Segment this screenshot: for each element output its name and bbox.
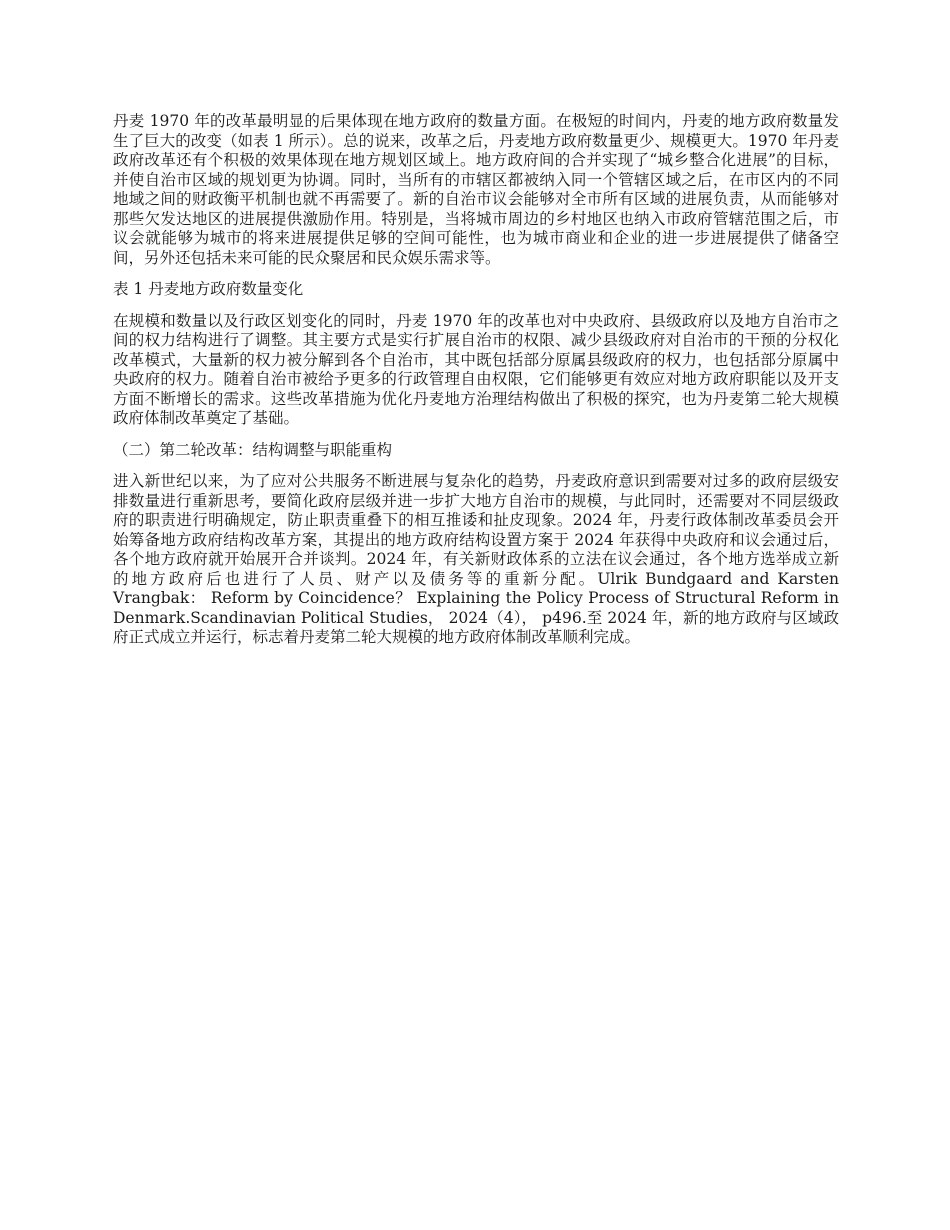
paragraph-1970-reform-outcomes: 丹麦 1970 年的改革最明显的后果体现在地方政府的数量方面。在极短的时间内，丹麦的地方政府数量发生了巨大的改变（如表 1 所示）。总的说来，改革之后，丹麦地方政府数量更少、规模更大。1970 年丹麦政府改革还有个积极的效果体现在地方规划区域上。地方政府间的合并实现了“城乡整合化进展”的目标，并使自治市区域的规划更为协调。同时，当所有的市辖区都被纳入同一个管辖区域之后，在市区内的不同地域之间的财政衡平机制也就不再需要了。新的自治市议会能够对全市所有区域的进展负责，从而能够对那些欠发达地区的进展提供激励作用。特别是，当将城市周边的乡村地区也纳入市政府管辖范围之后，市议会就能够为城市的将来进展提供足够的空间可能性，也为城市商业和企业的进一步进展提供了储备空间，另外还包括未来可能的民众聚居和民众娱乐需求等。 — [113, 112, 839, 267]
table-caption: 表 1 丹麦地方政府数量变化 — [113, 280, 304, 298]
section-heading: （二）第二轮改革：结构调整与职能重构 — [113, 440, 393, 459]
document-body — [113, 112, 839, 660]
paragraph-second-reform: 进入新世纪以来，为了应对公共服务不断进展与复杂化的趋势，丹麦政府意识到需要对过多的政府层级安排数量进行重新思考，要简化政府层级并进一步扩大地方自治市的规模，与此同时，还需要对不同层级政府的职责进行明确规定，防止职责重叠下的相互推诿和扯皮现象。2024 年，丹麦行政体制改革委员会开始筹备地方政府结构改革方案，其提出的地方政府结构设置方案于 2024 年获得中央政府和议会通过后，各个地方政府就开始展开合并谈判。2024 年，有关新财政体系的立法在议会通过，各个地方选举成立新的地方政府后也进行了人员、财产以及债务等的重新分配。Ulrik Bundgaard and Karsten Vrangbak： Reform by Coincidence？ Explaining the Policy Process of Structural Reform in Denmark.Scandinavian Political Studies， 2024（4）， p496.至 2024 年，新的地方政府与区域政府正式成立并运行，标志着丹麦第二轮大规模的地方政府体制改革顺利完成。 — [113, 472, 839, 646]
paragraph-power-structure: 在规模和数量以及行政区划变化的同时，丹麦 1970 年的改革也对中央政府、县级政府以及地方自治市之间的权力结构进行了调整。其主要方式是实行扩展自治市的权限、减少县级政府对自治市的干预的分权化改革模式，大量新的权力被分解到各个自治市，其中既包括部分原属县级政府的权力，也包括部分原属中央政府的权力。随着自治市被给予更多的行政管理自由权限，它们能够更有效应对地方政府职能以及开支方面不断增长的需求。这些改革措施为优化丹麦地方治理结构做出了积极的探究，也为丹麦第二轮大规模政府体制改革奠定了基础。 — [113, 311, 839, 427]
